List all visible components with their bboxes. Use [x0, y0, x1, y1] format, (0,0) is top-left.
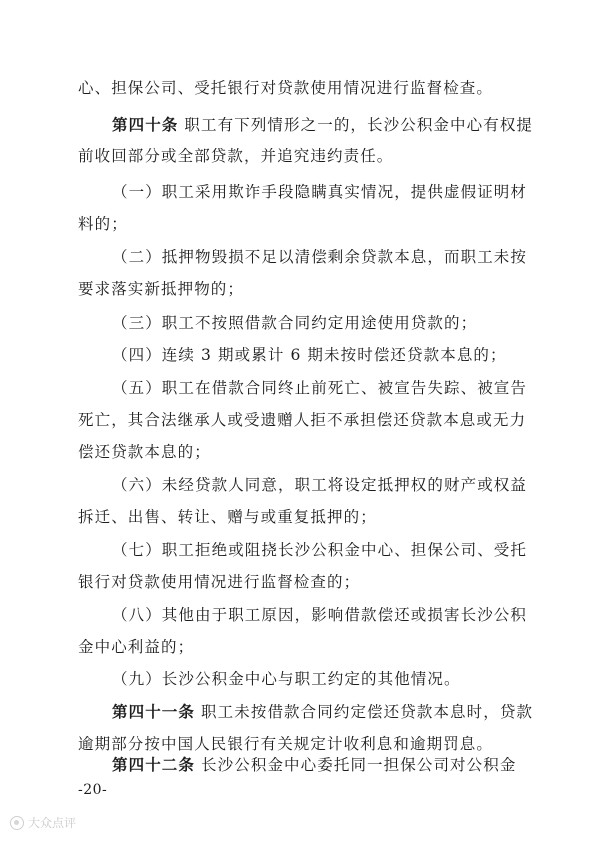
- clause-8-line-2: 金中心利益的；: [78, 638, 195, 656]
- clause-4: （四）连续 3 期或累计 6 期未按时偿还贷款本息的；: [112, 346, 507, 364]
- article-41-heading: 第四十一条: [112, 703, 196, 721]
- article-40-line-1: 第四十条 职工有下列情形之一的，长沙公积金中心有权提: [112, 116, 534, 134]
- clause-7-line-2: 银行对贷款使用情况进行监督检查的；: [78, 573, 361, 591]
- clause-2-line-1: （二）抵押物毁损不足以清偿剩余贷款本息，而职工未按: [112, 248, 528, 266]
- watermark: [10, 814, 76, 831]
- article-41-line-1: 第四十一条 职工未按借款合同约定偿还贷款本息时，贷款: [112, 703, 534, 721]
- text-line-1: 心、担保公司、受托银行对贷款使用情况进行监督检查。: [78, 79, 494, 97]
- clause-1-line-2: 料的；: [78, 215, 128, 233]
- clause-5-line-2: 死亡，其合法继承人或受遗赠人拒不承担偿还贷款本息或无力: [78, 411, 527, 429]
- article-42-heading: 第四十二条: [112, 756, 196, 774]
- clause-9: （九）长沙公积金中心与职工约定的其他情况。: [112, 670, 461, 688]
- clause-3: （三）职工不按照借款合同约定用途使用贷款的；: [112, 314, 478, 332]
- watermark-text: 大众点评: [28, 816, 77, 830]
- clause-5-line-3: 偿还贷款本息的；: [78, 443, 211, 461]
- clause-6-line-1: （六）未经贷款人同意，职工将设定抵押权的财产或权益: [112, 476, 528, 494]
- clause-8-line-1: （八）其他由于职工原因，影响借款偿还或损害长沙公积: [112, 606, 528, 624]
- article-42-line-1: 第四十二条 长沙公积金中心委托同一担保公司对公积金: [112, 756, 517, 774]
- clause-6-line-2: 拆迁、出售、转让、赠与或重复抵押的；: [78, 508, 377, 526]
- clause-5-line-1: （五）职工在借款合同终止前死亡、被宣告失踪、被宣告: [112, 379, 528, 397]
- clause-7-line-1: （七）职工拒绝或阻挠长沙公积金中心、担保公司、受托: [112, 541, 528, 559]
- clause-2-line-2: 要求落实新抵押物的；: [78, 280, 245, 298]
- article-40-heading: 第四十条: [112, 116, 179, 134]
- watermark-logo-icon: [10, 816, 24, 830]
- article-40-line-2: 前收回部分或全部贷款，并追究违约责任。: [78, 147, 394, 165]
- clause-1-line-1: （一）职工采用欺诈手段隐瞒真实情况，提供虚假证明材: [112, 183, 528, 201]
- page-number: -20-: [78, 782, 108, 798]
- article-41-line-2: 逾期部分按中国人民银行有关规定计收利息和逾期罚息。: [78, 735, 494, 753]
